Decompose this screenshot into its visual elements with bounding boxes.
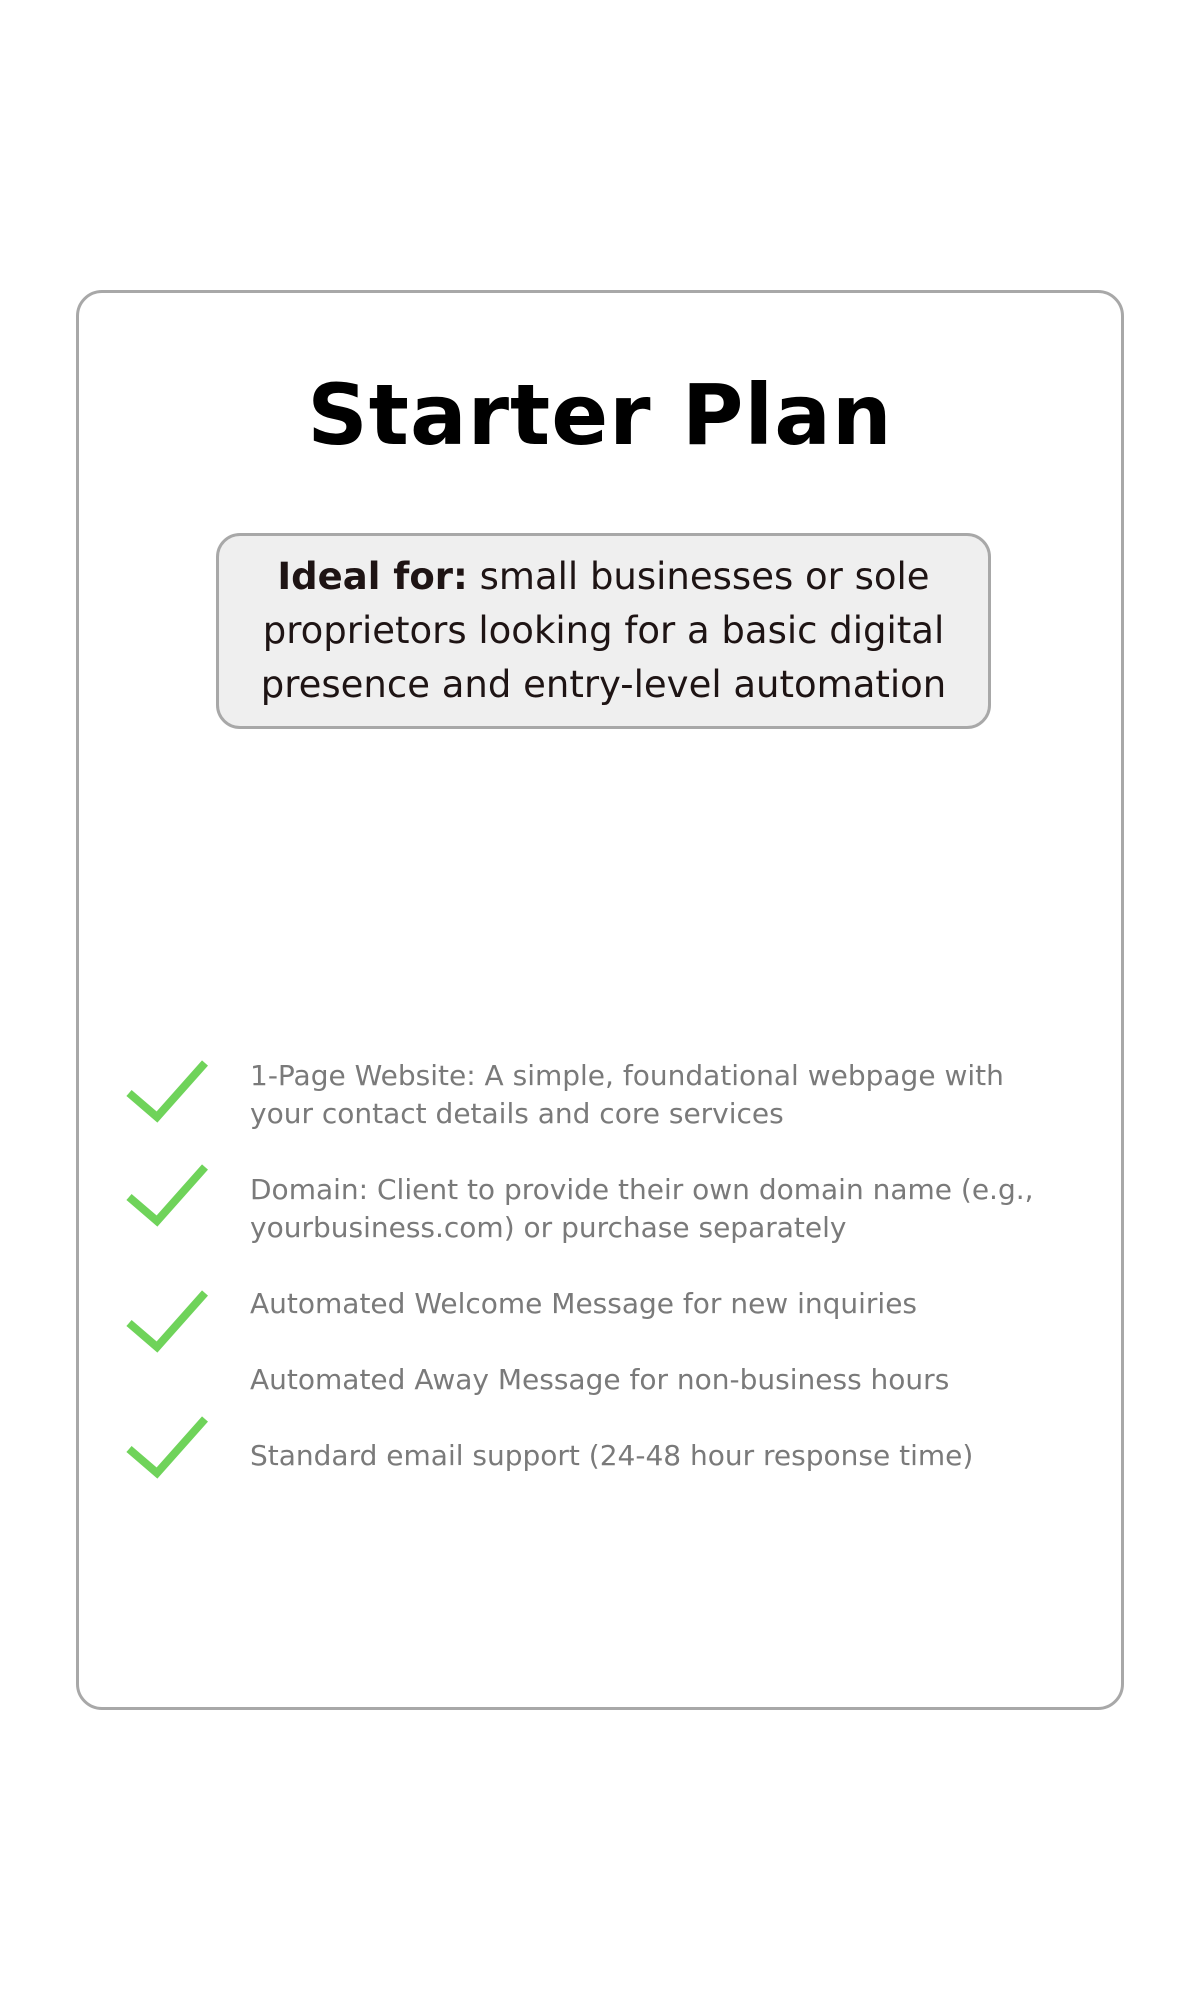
feature-text: Automated Away Message for non-business hours <box>250 1363 950 1396</box>
ideal-for-label: Ideal for: <box>277 555 468 598</box>
feature-text: 1-Page Website: A simple, foundational webpage with your contact details and core services <box>250 1059 1004 1130</box>
feature-item <box>250 1285 1050 1323</box>
plan-card <box>76 290 1124 1710</box>
feature-item <box>250 1171 1050 1247</box>
feature-item <box>250 1361 1050 1399</box>
feature-item <box>250 1057 1050 1133</box>
check-icon <box>123 1161 211 1227</box>
ideal-for-description: small businesses or sole proprietors looking for a basic digital presence and entry-level automation <box>260 555 947 706</box>
plan-title: Starter Plan <box>307 366 893 464</box>
feature-text: Standard email support (24-48 hour response time) <box>250 1439 974 1472</box>
check-icon <box>123 1057 211 1123</box>
feature-text: Domain: Client to provide their own domain name (e.g., yourbusiness.com) or purchase separately <box>250 1173 1034 1244</box>
feature-item <box>250 1437 1050 1475</box>
feature-list <box>79 293 1121 1707</box>
feature-text: Automated Welcome Message for new inquiries <box>250 1287 918 1320</box>
check-icon <box>123 1413 211 1479</box>
check-icon <box>123 1287 211 1353</box>
